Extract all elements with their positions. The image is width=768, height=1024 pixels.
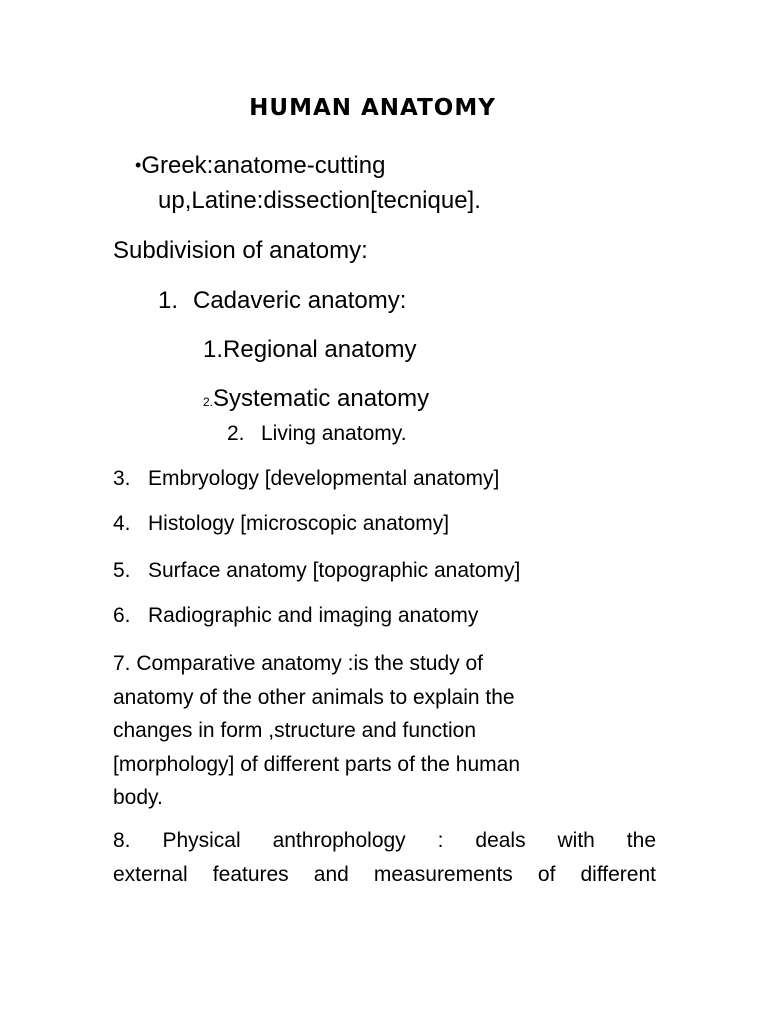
list-item-living (227, 422, 407, 446)
list-number: 5. (113, 559, 131, 582)
list-item-embryology (113, 467, 499, 491)
list-label: Surface anatomy [topographic anatomy] (148, 559, 521, 582)
list-number: 6. (113, 604, 131, 627)
paragraph-line: 7. Comparative anatomy :is the study of (113, 652, 484, 675)
sub-label: Systematic anatomy (213, 385, 430, 412)
list-number: 4. (113, 512, 131, 535)
sub-item-systematic (203, 385, 429, 413)
list-label: Histology [microscopic anatomy] (148, 512, 450, 535)
intro-line-1 (135, 152, 385, 180)
list-item-surface (113, 559, 520, 583)
sub-label: Regional anatomy (223, 336, 417, 363)
paragraph-physical (113, 824, 656, 891)
list-item-cadaveric (158, 287, 406, 315)
paragraph-line: [morphology] of different parts of the human (113, 752, 521, 776)
bullet-icon: • (135, 155, 142, 175)
paragraph-comparative (113, 647, 658, 815)
list-item-radiographic (113, 604, 478, 628)
list-number: 3. (113, 467, 131, 490)
list-item-histology (113, 512, 449, 536)
intro-text-1: Greek:anatome-cutting (141, 152, 386, 179)
list-number: 2. (227, 422, 245, 445)
paragraph-line: anatomy of the other animals to explain the (113, 685, 515, 709)
list-number: 1. (158, 287, 179, 314)
intro-line-2: up,Latine:dissection[tecnique]. (158, 187, 481, 214)
paragraph-line: changes in form ,structure and function (113, 719, 477, 742)
sub-item-regional (203, 336, 416, 364)
paragraph-line: body. (113, 786, 163, 809)
sub-number: 2. (203, 395, 214, 409)
page-title: HUMAN ANATOMY (249, 95, 496, 121)
list-label: Living anatomy. (261, 422, 407, 445)
subdivision-heading: Subdivision of anatomy: (113, 237, 368, 264)
list-label: Embryology [developmental anatomy] (148, 467, 500, 490)
paragraph-line: 8. Physical anthrophology : deals with the (113, 829, 656, 852)
list-label: Radiographic and imaging anatomy (148, 604, 479, 627)
sub-number: 1. (203, 336, 224, 363)
list-label: Cadaveric anatomy: (193, 287, 407, 314)
paragraph-line: external features and measurements of different (113, 862, 656, 886)
